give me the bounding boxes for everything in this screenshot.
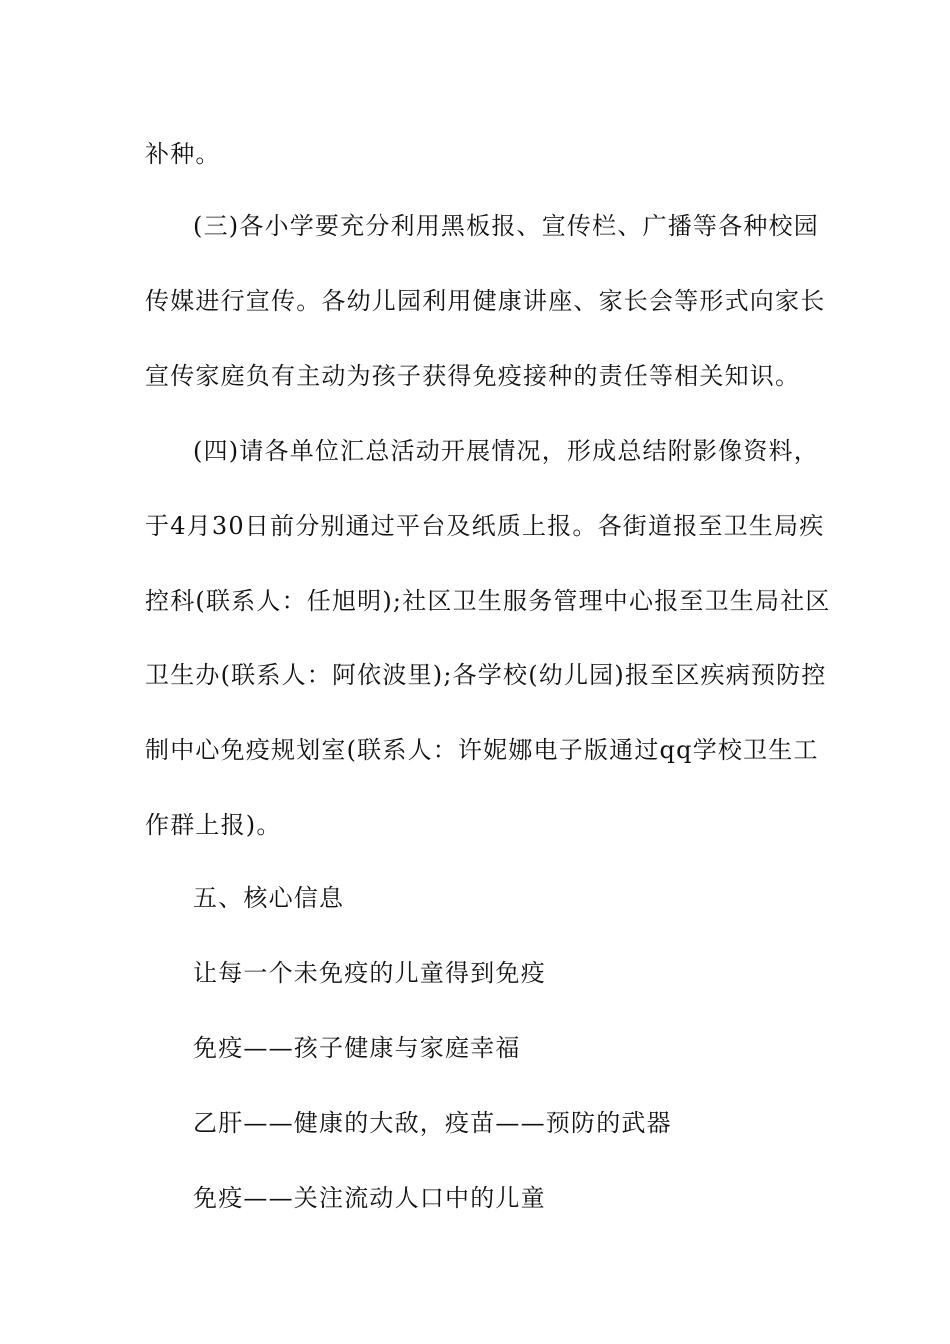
paragraph-line: 宣传家庭负有主动为孩子获得免疫接种的责任等相关知识。 (145, 362, 801, 390)
paragraph-line: 于4月30日前分别通过平台及纸质上报。各街道报至卫生局疾 (145, 512, 825, 540)
paragraph-line: (三)各小学要充分利用黑板报、宣传栏、广播等各种校园 (193, 212, 819, 240)
paragraph-line: 补种。 (145, 140, 221, 168)
paragraph-line: (四)请各单位汇总活动开展情况，形成总结附影像资料， (193, 437, 819, 465)
core-message-item: 免疫——孩子健康与家庭幸福 (193, 1034, 521, 1062)
section-heading: 五、核心信息 (193, 884, 345, 912)
paragraph-line: 控科(联系人：任旭明);社区卫生服务管理中心报至卫生局社区 (145, 587, 831, 615)
paragraph-line: 传媒进行宣传。各幼儿园利用健康讲座、家长会等形式向家长 (145, 287, 826, 315)
core-message-item: 免疫——关注流动人口中的儿童 (193, 1184, 546, 1212)
core-message-item: 让每一个未免疫的儿童得到免疫 (193, 959, 546, 987)
paragraph-line: 卫生办(联系人：阿依波里);各学校(幼儿园)报至区疾病预防控 (145, 661, 827, 689)
paragraph-line: 作群上报)。 (145, 811, 282, 839)
core-message-item: 乙肝——健康的大敌，疫苗——预防的武器 (193, 1109, 672, 1137)
paragraph-line: 制中心免疫规划室(联系人：许妮娜电子版通过qq学校卫生工 (145, 736, 819, 764)
